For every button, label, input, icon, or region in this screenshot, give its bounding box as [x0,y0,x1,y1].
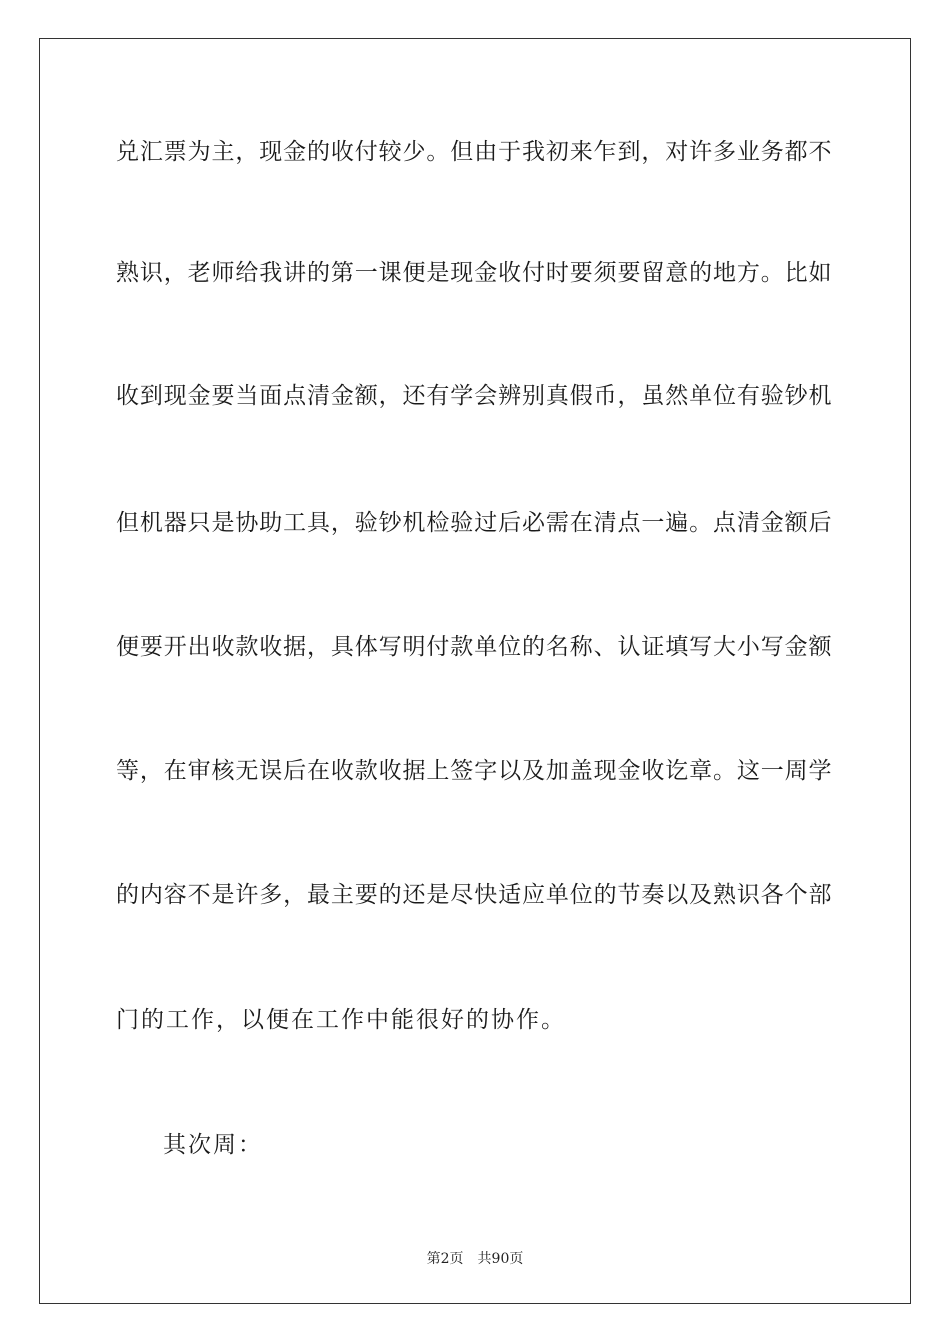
body-line-2: 熟识，老师给我讲的第一课便是现金收付时要须要留意的地方。比如 [116,260,832,286]
body-line-6: 等，在审核无误后在收款收据上签字以及加盖现金收讫章。这一周学 [116,758,832,784]
body-line-4: 但机器只是协助工具，验钞机检验过后必需在清点一遍。点清金额后 [116,510,832,536]
body-line-1: 兑汇票为主，现金的收付较少。但由于我初来乍到，对许多业务都不 [116,139,832,165]
body-line-8: 门的工作，以便在工作中能很好的协作。 [116,1007,566,1033]
page-footer [0,1248,950,1268]
page-number-total: 共90页 [477,1251,524,1267]
body-line-7: 的内容不是许多，最主要的还是尽快适应单位的节奏以及熟识各个部 [116,882,832,908]
section-heading: 其次周： [163,1132,263,1158]
body-line-5: 便要开出收款收据，具体写明付款单位的名称、认证填写大小写金额 [116,634,832,660]
body-line-3: 收到现金要当面点清金额，还有学会辨别真假币，虽然单位有验钞机 [116,383,832,409]
page-border [39,38,911,1304]
page-number-current: 第2页 [426,1251,464,1267]
